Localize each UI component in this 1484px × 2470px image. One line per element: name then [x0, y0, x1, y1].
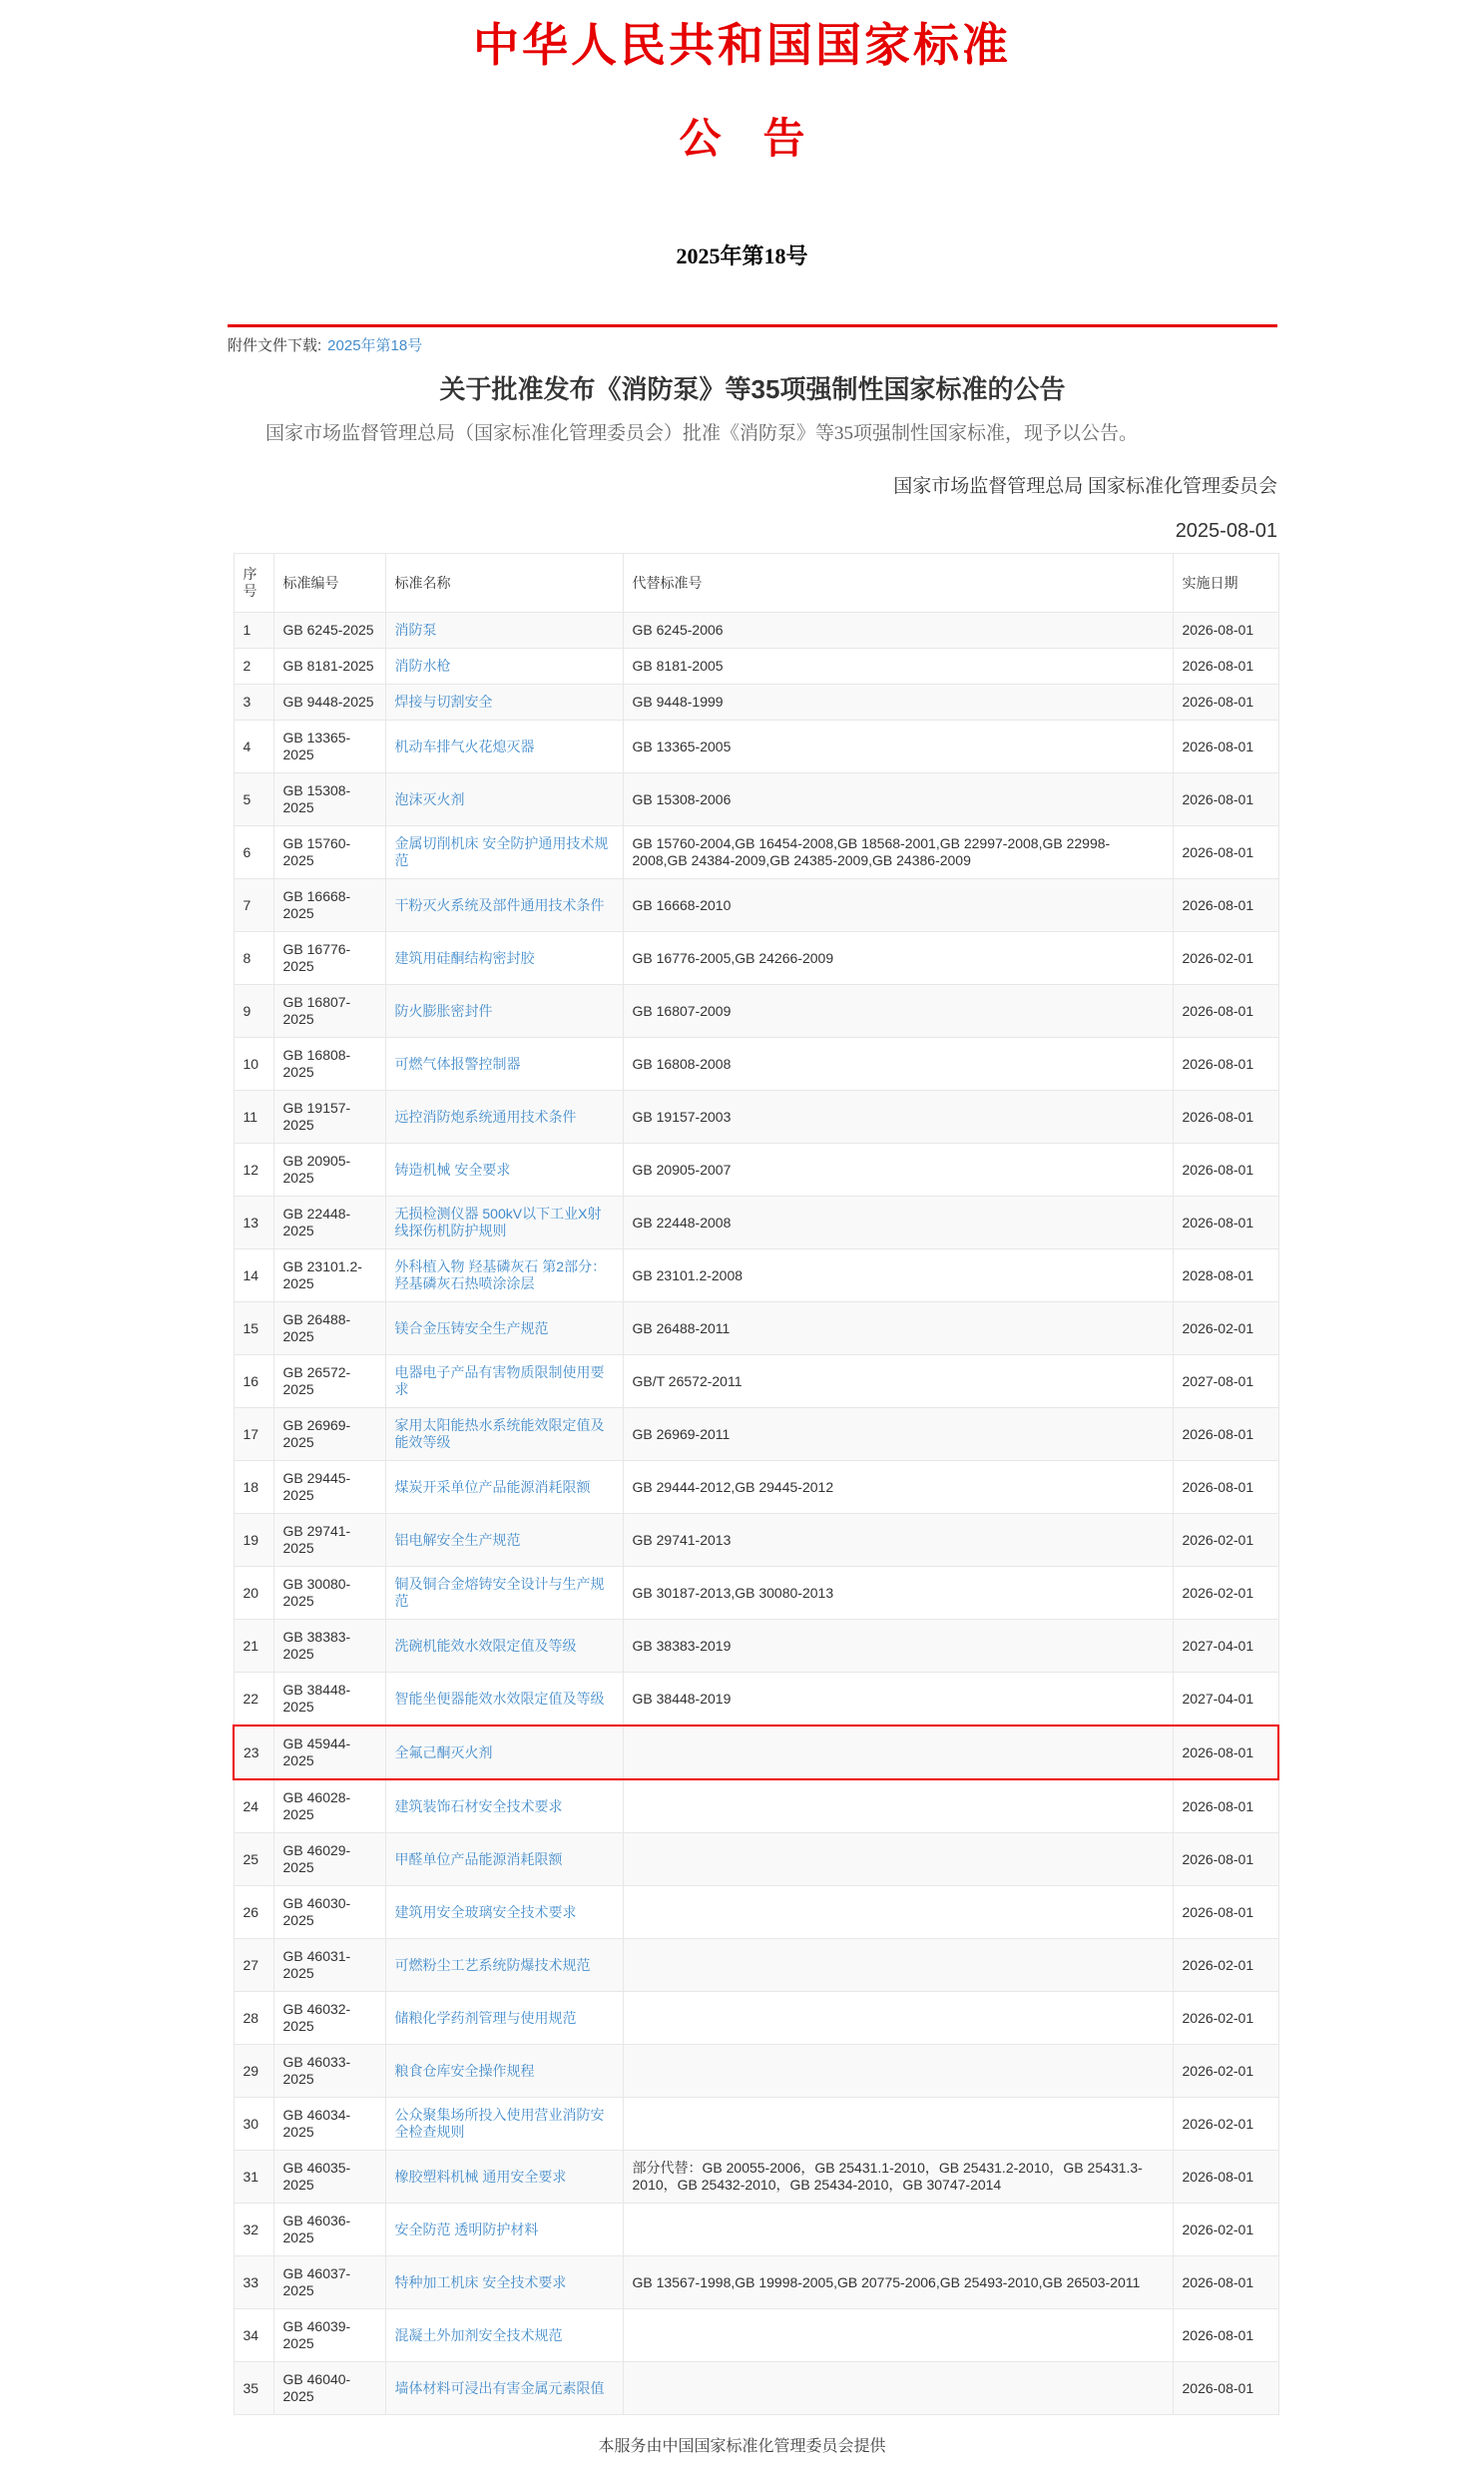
- table-row: [234, 1779, 1278, 1833]
- row-name-cell: [385, 2151, 623, 2204]
- row-replaced: GB/T 26572-2011: [623, 1355, 1173, 1408]
- standard-name-link[interactable]: 建筑用硅酮结构密封胶: [394, 949, 535, 966]
- standard-name-link[interactable]: 金属切削机床 安全防护通用技术规范: [394, 835, 609, 869]
- red-divider-rule: [228, 324, 1277, 327]
- row-replaced: GB 22448-2008: [623, 1197, 1173, 1249]
- row-date: 2026-08-01: [1173, 1886, 1278, 1939]
- row-date: 2026-08-01: [1173, 1197, 1278, 1249]
- row-replaced: [623, 1833, 1173, 1886]
- row-seq: 9: [234, 985, 273, 1038]
- table-row: [234, 1726, 1278, 1779]
- row-replaced: GB 38383-2019: [623, 1620, 1173, 1673]
- announcement-date: 2025-08-01: [1175, 520, 1277, 543]
- row-code: GB 30080-2025: [273, 1567, 385, 1620]
- row-date: 2026-02-01: [1173, 1302, 1278, 1355]
- row-name-cell: [385, 1514, 623, 1567]
- row-seq: 10: [234, 1038, 273, 1091]
- row-code: GB 16808-2025: [273, 1038, 385, 1091]
- row-name-cell: [385, 613, 623, 649]
- row-seq: 33: [234, 2256, 273, 2309]
- row-date: 2026-08-01: [1173, 1091, 1278, 1144]
- row-name-cell: [385, 1939, 623, 1992]
- row-replaced: GB 16776-2005,GB 24266-2009: [623, 932, 1173, 985]
- table-row: [234, 2151, 1278, 2204]
- row-code: GB 20905-2025: [273, 1144, 385, 1197]
- row-replaced: GB 16807-2009: [623, 985, 1173, 1038]
- row-name-cell: [385, 649, 623, 685]
- row-name-cell: [385, 685, 623, 721]
- row-seq: 14: [234, 1249, 273, 1302]
- row-seq: 3: [234, 685, 273, 721]
- row-name-cell: [385, 1197, 623, 1249]
- standards-table: [233, 553, 1279, 2415]
- row-name-cell: [385, 1091, 623, 1144]
- row-name-cell: [385, 721, 623, 773]
- row-code: GB 46032-2025: [273, 1992, 385, 2045]
- row-date: 2026-08-01: [1173, 721, 1278, 773]
- row-date: 2026-08-01: [1173, 685, 1278, 721]
- row-replaced: GB 15308-2006: [623, 773, 1173, 826]
- row-name-cell: [385, 1038, 623, 1091]
- row-code: GB 46033-2025: [273, 2045, 385, 2098]
- row-code: GB 46028-2025: [273, 1779, 385, 1833]
- row-seq: 34: [234, 2309, 273, 2362]
- standard-name-link[interactable]: 消防水枪: [394, 658, 451, 675]
- table-row: [234, 1091, 1278, 1144]
- row-replaced: GB 29444-2012,GB 29445-2012: [623, 1461, 1173, 1514]
- row-seq: 31: [234, 2151, 273, 2204]
- row-seq: 11: [234, 1091, 273, 1144]
- row-seq: 7: [234, 879, 273, 932]
- row-name-cell: [385, 2204, 623, 2256]
- row-date: 2026-02-01: [1173, 932, 1278, 985]
- announcement-issuer: 国家市场监督管理总局 国家标准化管理委员会: [893, 476, 1277, 498]
- row-name-cell: [385, 2309, 623, 2362]
- row-seq: 22: [234, 1673, 273, 1727]
- standard-name-link[interactable]: 消防泵: [394, 622, 437, 639]
- row-replaced: [623, 1779, 1173, 1833]
- attachment-download-line: [228, 334, 1277, 355]
- row-date: 2026-08-01: [1173, 773, 1278, 826]
- standard-name-link[interactable]: 安全防范 透明防护材料: [394, 2221, 539, 2237]
- standard-name-link[interactable]: 建筑装饰石材安全技术要求: [394, 1797, 563, 1814]
- column-header-replaced: 代替标准号: [623, 554, 1173, 613]
- row-date: 2026-02-01: [1173, 1567, 1278, 1620]
- row-code: GB 9448-2025: [273, 685, 385, 721]
- attachment-label: 附件文件下载:: [228, 337, 322, 355]
- row-replaced: GB 26488-2011: [623, 1302, 1173, 1355]
- table-row: [234, 613, 1278, 649]
- row-code: GB 19157-2025: [273, 1091, 385, 1144]
- masthead-notice-title: 公 告: [679, 116, 805, 163]
- row-code: GB 38383-2025: [273, 1620, 385, 1673]
- row-code: GB 16776-2025: [273, 932, 385, 985]
- row-name-cell: [385, 1302, 623, 1355]
- row-code: GB 13365-2025: [273, 721, 385, 773]
- table-row: [234, 1992, 1278, 2045]
- table-row: [234, 1144, 1278, 1197]
- row-date: 2026-08-01: [1173, 1779, 1278, 1833]
- row-date: 2027-04-01: [1173, 1620, 1278, 1673]
- row-seq: 25: [234, 1833, 273, 1886]
- row-code: GB 15760-2025: [273, 826, 385, 879]
- row-code: GB 46029-2025: [273, 1833, 385, 1886]
- masthead-country-title: 中华人民共和国国家标准: [473, 20, 1011, 71]
- row-code: GB 15308-2025: [273, 773, 385, 826]
- row-code: GB 26969-2025: [273, 1408, 385, 1461]
- row-seq: 26: [234, 1886, 273, 1939]
- table-row: [234, 1461, 1278, 1514]
- standard-name-link[interactable]: 智能坐便器能效水效限定值及等级: [394, 1690, 605, 1707]
- row-code: GB 46040-2025: [273, 2362, 385, 2415]
- row-name-cell: [385, 1833, 623, 1886]
- row-seq: 12: [234, 1144, 273, 1197]
- row-name-cell: [385, 1620, 623, 1673]
- row-code: GB 46031-2025: [273, 1939, 385, 1992]
- standard-name-link[interactable]: 橡胶塑料机械 通用安全要求: [394, 2168, 567, 2185]
- standard-name-link[interactable]: 焊接与切割安全: [394, 694, 493, 711]
- row-name-cell: [385, 1408, 623, 1461]
- row-replaced: 部分代替：GB 20055-2006，GB 25431.1-2010，GB 25431.2-2010，GB 25431.3-2010，GB 25432-2010，GB 25434-2010，GB 30747-2014: [623, 2151, 1173, 2204]
- row-code: GB 16668-2025: [273, 879, 385, 932]
- row-date: 2026-08-01: [1173, 613, 1278, 649]
- announcement-title: 关于批准发布《消防泵》等35项强制性国家标准的公告: [439, 374, 1066, 405]
- table-row: [234, 1939, 1278, 1992]
- row-date: 2026-08-01: [1173, 2362, 1278, 2415]
- row-code: GB 29445-2025: [273, 1461, 385, 1514]
- row-name-cell: [385, 773, 623, 826]
- row-seq: 1: [234, 613, 273, 649]
- table-row: [234, 1408, 1278, 1461]
- row-code: GB 26572-2025: [273, 1355, 385, 1408]
- row-replaced: GB 20905-2007: [623, 1144, 1173, 1197]
- standard-name-link[interactable]: 镁合金压铸安全生产规范: [394, 1319, 549, 1336]
- content-column: [228, 324, 1277, 2415]
- row-seq: 6: [234, 826, 273, 879]
- row-name-cell: [385, 1726, 623, 1779]
- row-replaced: GB 19157-2003: [623, 1091, 1173, 1144]
- standard-name-link[interactable]: 远控消防炮系统通用技术条件: [394, 1108, 577, 1125]
- table-row: [234, 2362, 1278, 2415]
- row-date: 2026-08-01: [1173, 2309, 1278, 2362]
- row-replaced: GB 30187-2013,GB 30080-2013: [623, 1567, 1173, 1620]
- row-name-cell: [385, 826, 623, 879]
- table-row: [234, 1355, 1278, 1408]
- standard-name-link[interactable]: 家用太阳能热水系统能效限定值及能效等级: [394, 1417, 605, 1451]
- standard-name-link[interactable]: 墙体材料可浸出有害金属元素限值: [394, 2379, 605, 2396]
- table-row: [234, 773, 1278, 826]
- standard-name-link[interactable]: 建筑用安全玻璃安全技术要求: [394, 1903, 577, 1920]
- standard-name-link[interactable]: 电器电子产品有害物质限制使用要求: [394, 1364, 605, 1398]
- row-code: GB 6245-2025: [273, 613, 385, 649]
- column-header-seq: 序号: [234, 554, 273, 613]
- row-name-cell: [385, 1567, 623, 1620]
- row-replaced: GB 23101.2-2008: [623, 1249, 1173, 1302]
- table-row: [234, 1038, 1278, 1091]
- row-code: GB 46036-2025: [273, 2204, 385, 2256]
- row-date: 2026-08-01: [1173, 2256, 1278, 2309]
- row-replaced: GB 8181-2005: [623, 649, 1173, 685]
- row-seq: 2: [234, 649, 273, 685]
- table-row: [234, 932, 1278, 985]
- standard-name-link[interactable]: 储粮化学药剂管理与使用规范: [394, 2009, 577, 2026]
- row-date: 2028-08-01: [1173, 1249, 1278, 1302]
- row-seq: 15: [234, 1302, 273, 1355]
- standard-name-link[interactable]: 铜及铜合金熔铸安全设计与生产规范: [394, 1576, 605, 1610]
- row-seq: 17: [234, 1408, 273, 1461]
- row-name-cell: [385, 2256, 623, 2309]
- row-date: 2026-08-01: [1173, 1726, 1278, 1779]
- row-date: 2026-08-01: [1173, 2151, 1278, 2204]
- row-seq: 32: [234, 2204, 273, 2256]
- standards-table-head: [234, 554, 1278, 613]
- row-replaced: [623, 2362, 1173, 2415]
- row-date: 2026-02-01: [1173, 2045, 1278, 2098]
- standard-name-link[interactable]: 无损检测仪器 500kV以下工业X射线探伤机防护规则: [394, 1206, 602, 1239]
- row-date: 2026-08-01: [1173, 1833, 1278, 1886]
- standard-name-link[interactable]: 煤炭开采单位产品能源消耗限额: [394, 1478, 591, 1495]
- row-date: 2026-02-01: [1173, 2204, 1278, 2256]
- row-replaced: [623, 2204, 1173, 2256]
- table-row: [234, 2098, 1278, 2151]
- row-seq: 23: [234, 1726, 273, 1779]
- row-replaced: [623, 2098, 1173, 2151]
- row-replaced: GB 13567-1998,GB 19998-2005,GB 20775-2006,GB 25493-2010,GB 26503-2011: [623, 2256, 1173, 2309]
- column-header-name: 标准名称: [385, 554, 623, 613]
- row-seq: 19: [234, 1514, 273, 1567]
- standard-name-link[interactable]: 可燃粉尘工艺系统防爆技术规范: [394, 1956, 591, 1973]
- row-seq: 27: [234, 1939, 273, 1992]
- row-date: 2027-08-01: [1173, 1355, 1278, 1408]
- row-date: 2026-02-01: [1173, 2098, 1278, 2151]
- row-date: 2026-08-01: [1173, 1038, 1278, 1091]
- issue-number: 2025年第18号: [676, 244, 808, 269]
- row-code: GB 46037-2025: [273, 2256, 385, 2309]
- row-seq: 20: [234, 1567, 273, 1620]
- row-replaced: GB 13365-2005: [623, 721, 1173, 773]
- row-date: 2026-02-01: [1173, 1992, 1278, 2045]
- standard-name-link[interactable]: 泡沫灭火剂: [394, 790, 465, 807]
- row-code: GB 26488-2025: [273, 1302, 385, 1355]
- standard-name-link[interactable]: 防火膨胀密封件: [394, 1002, 493, 1019]
- row-code: GB 22448-2025: [273, 1197, 385, 1249]
- row-name-cell: [385, 1355, 623, 1408]
- row-seq: 28: [234, 1992, 273, 2045]
- column-header-date: 实施日期: [1173, 554, 1278, 613]
- row-seq: 21: [234, 1620, 273, 1673]
- row-date: 2026-08-01: [1173, 1408, 1278, 1461]
- row-replaced: GB 16668-2010: [623, 879, 1173, 932]
- standard-name-link[interactable]: 特种加工机床 安全技术要求: [394, 2273, 567, 2290]
- row-replaced: [623, 2045, 1173, 2098]
- table-row: [234, 1620, 1278, 1673]
- row-name-cell: [385, 2045, 623, 2098]
- table-row: [234, 721, 1278, 773]
- row-name-cell: [385, 1249, 623, 1302]
- table-row: [234, 985, 1278, 1038]
- row-code: GB 23101.2-2025: [273, 1249, 385, 1302]
- row-code: GB 45944-2025: [273, 1726, 385, 1779]
- row-code: GB 46034-2025: [273, 2098, 385, 2151]
- row-name-cell: [385, 985, 623, 1038]
- row-seq: 35: [234, 2362, 273, 2415]
- standard-name-link[interactable]: 机动车排气火花熄灭器: [394, 738, 535, 754]
- footer-provider-note: 本服务由中国国家标准化管理委员会提供: [598, 2438, 886, 2456]
- standard-name-link[interactable]: 铝电解安全生产规范: [394, 1531, 521, 1548]
- standard-name-link[interactable]: 可燃气体报警控制器: [394, 1055, 521, 1072]
- table-row: [234, 2204, 1278, 2256]
- announcement-body: 国家市场监督管理总局（国家标准化管理委员会）批准《消防泵》等35项强制性国家标准，现予以公告。: [265, 422, 1139, 444]
- row-name-cell: [385, 879, 623, 932]
- row-replaced: GB 26969-2011: [623, 1408, 1173, 1461]
- row-seq: 30: [234, 2098, 273, 2151]
- row-name-cell: [385, 932, 623, 985]
- row-date: 2026-08-01: [1173, 649, 1278, 685]
- row-date: 2026-08-01: [1173, 1144, 1278, 1197]
- row-replaced: [623, 1886, 1173, 1939]
- table-row: [234, 826, 1278, 879]
- row-seq: 13: [234, 1197, 273, 1249]
- row-replaced: [623, 2309, 1173, 2362]
- table-row: [234, 1833, 1278, 1886]
- table-row: [234, 1197, 1278, 1249]
- row-replaced: GB 6245-2006: [623, 613, 1173, 649]
- attachment-file-link[interactable]: 2025年第18号: [327, 337, 423, 355]
- row-replaced: GB 38448-2019: [623, 1673, 1173, 1727]
- standard-name-link[interactable]: 混凝土外加剂安全技术规范: [394, 2326, 563, 2343]
- table-row: [234, 1886, 1278, 1939]
- row-name-cell: [385, 1886, 623, 1939]
- table-row: [234, 1249, 1278, 1302]
- row-date: 2026-08-01: [1173, 1461, 1278, 1514]
- table-row: [234, 879, 1278, 932]
- row-date: 2027-04-01: [1173, 1673, 1278, 1727]
- standard-name-link[interactable]: 洗碗机能效水效限定值及等级: [394, 1637, 577, 1654]
- row-replaced: GB 16808-2008: [623, 1038, 1173, 1091]
- row-seq: 29: [234, 2045, 273, 2098]
- table-row: [234, 1673, 1278, 1727]
- table-row: [234, 1514, 1278, 1567]
- standard-name-link[interactable]: 全氟己酮灭火剂: [394, 1743, 493, 1760]
- row-name-cell: [385, 1779, 623, 1833]
- row-replaced: GB 9448-1999: [623, 685, 1173, 721]
- table-header-row: [234, 554, 1278, 613]
- row-date: 2026-08-01: [1173, 879, 1278, 932]
- row-code: GB 16807-2025: [273, 985, 385, 1038]
- standard-name-link[interactable]: 甲醛单位产品能源消耗限额: [394, 1850, 563, 1867]
- row-replaced: GB 29741-2013: [623, 1514, 1173, 1567]
- table-row: [234, 1302, 1278, 1355]
- row-name-cell: [385, 2098, 623, 2151]
- row-name-cell: [385, 1461, 623, 1514]
- row-date: 2026-08-01: [1173, 985, 1278, 1038]
- table-row: [234, 2045, 1278, 2098]
- standards-table-body: [234, 613, 1278, 2415]
- row-date: 2026-02-01: [1173, 1939, 1278, 1992]
- row-seq: 16: [234, 1355, 273, 1408]
- row-replaced: [623, 1992, 1173, 2045]
- row-seq: 24: [234, 1779, 273, 1833]
- standard-name-link[interactable]: 铸造机械 安全要求: [394, 1161, 511, 1178]
- row-code: GB 46039-2025: [273, 2309, 385, 2362]
- column-header-code: 标准编号: [273, 554, 385, 613]
- row-code: GB 46035-2025: [273, 2151, 385, 2204]
- row-name-cell: [385, 1992, 623, 2045]
- row-code: GB 46030-2025: [273, 1886, 385, 1939]
- standard-name-link[interactable]: 外科植入物 羟基磷灰石 第2部分：羟基磷灰石热喷涂涂层: [394, 1258, 607, 1292]
- row-date: 2026-02-01: [1173, 1514, 1278, 1567]
- row-name-cell: [385, 1144, 623, 1197]
- standard-name-link[interactable]: 干粉灭火系统及部件通用技术条件: [394, 896, 605, 913]
- table-row: [234, 2256, 1278, 2309]
- table-row: [234, 1567, 1278, 1620]
- row-code: GB 38448-2025: [273, 1673, 385, 1727]
- row-code: GB 8181-2025: [273, 649, 385, 685]
- row-seq: 4: [234, 721, 273, 773]
- row-replaced: [623, 1726, 1173, 1779]
- table-row: [234, 649, 1278, 685]
- row-replaced: [623, 1939, 1173, 1992]
- row-code: GB 29741-2025: [273, 1514, 385, 1567]
- table-row: [234, 685, 1278, 721]
- row-name-cell: [385, 2362, 623, 2415]
- row-replaced: GB 15760-2004,GB 16454-2008,GB 18568-2001,GB 22997-2008,GB 22998-2008,GB 24384-2009,GB 24385-2009,GB 24386-2009: [623, 826, 1173, 879]
- row-seq: 18: [234, 1461, 273, 1514]
- row-name-cell: [385, 1673, 623, 1727]
- table-row: [234, 2309, 1278, 2362]
- standard-name-link[interactable]: 粮食仓库安全操作规程: [394, 2062, 535, 2079]
- row-seq: 8: [234, 932, 273, 985]
- row-seq: 5: [234, 773, 273, 826]
- standard-name-link[interactable]: 公众聚集场所投入使用营业消防安全检查规则: [394, 2107, 605, 2141]
- row-date: 2026-08-01: [1173, 826, 1278, 879]
